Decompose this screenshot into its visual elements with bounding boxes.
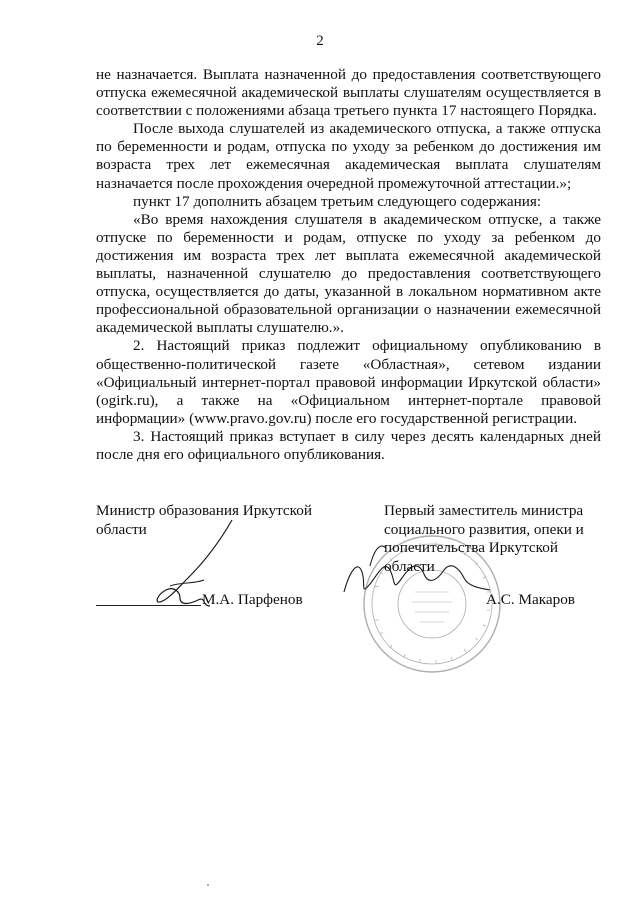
paragraph: 2. Настоящий приказ подлежит официальному опубликованию в общественно-политической газете «Областная», сетевом издании «Официальный интернет-портал правовой информации Иркутской области» (ogirk.ru), а также на «Официальном интернет-портале правовой информации» (www.pravo.gov.ru) после его государственной регистрации.: [96, 337, 601, 427]
scan-speck: [207, 884, 209, 886]
right-position-line: области: [384, 557, 435, 575]
right-position-line: попечительства Иркутской: [384, 539, 558, 556]
right-signatory-title: [384, 502, 599, 576]
left-position-line: области: [96, 520, 147, 538]
right-position-line: Первый заместитель министра: [384, 502, 584, 519]
left-position-line: Министр образования Иркутской: [96, 502, 312, 519]
paragraph: не назначается. Выплата назначенной до предоставления соответствующего отпуска ежемесячной академической выплаты слушателям осуществляется в соответствии с положениями абзаца третьего пункта 17 настоящего Порядка.: [96, 66, 601, 120]
page-number: 2: [316, 33, 324, 49]
paragraph: «Во время нахождения слушателя в академическом отпуске, а также отпуске по беременности и родам, отпуске по уходу за ребенком до достижения им возраста трех лет выплата ежемесячной академической выплаты, назначенной слушателю до предоставления соответствующего отпуска, осуществляется до даты, указанной в локальном нормативном акте профессиональной образовательной организации о назначении ежемесячной академической выплаты слушателю.».: [96, 210, 601, 337]
paragraph: После выхода слушателей из академического отпуска, а также отпуска по беременности и родам, отпуска по уходу за ребенком до достижения им возраста трех лет ежемесячная академическая выплата слушателям назначается после прохождения очередной промежуточной аттестации.»;: [96, 120, 601, 192]
right-position-line: социального развития, опеки и: [384, 520, 584, 538]
right-signatory-name: А.С. Макаров: [486, 591, 575, 608]
paragraph: 3. Настоящий приказ вступает в силу через десять календарных дней после дня его официального опубликования.: [96, 427, 601, 463]
document-body: [96, 66, 601, 464]
handwritten-signature-left: [150, 516, 240, 611]
paragraph: пункт 17 дополнить абзацем третьим следующего содержания:: [133, 192, 542, 210]
left-signatory-name: М.А. Парфенов: [202, 591, 303, 608]
